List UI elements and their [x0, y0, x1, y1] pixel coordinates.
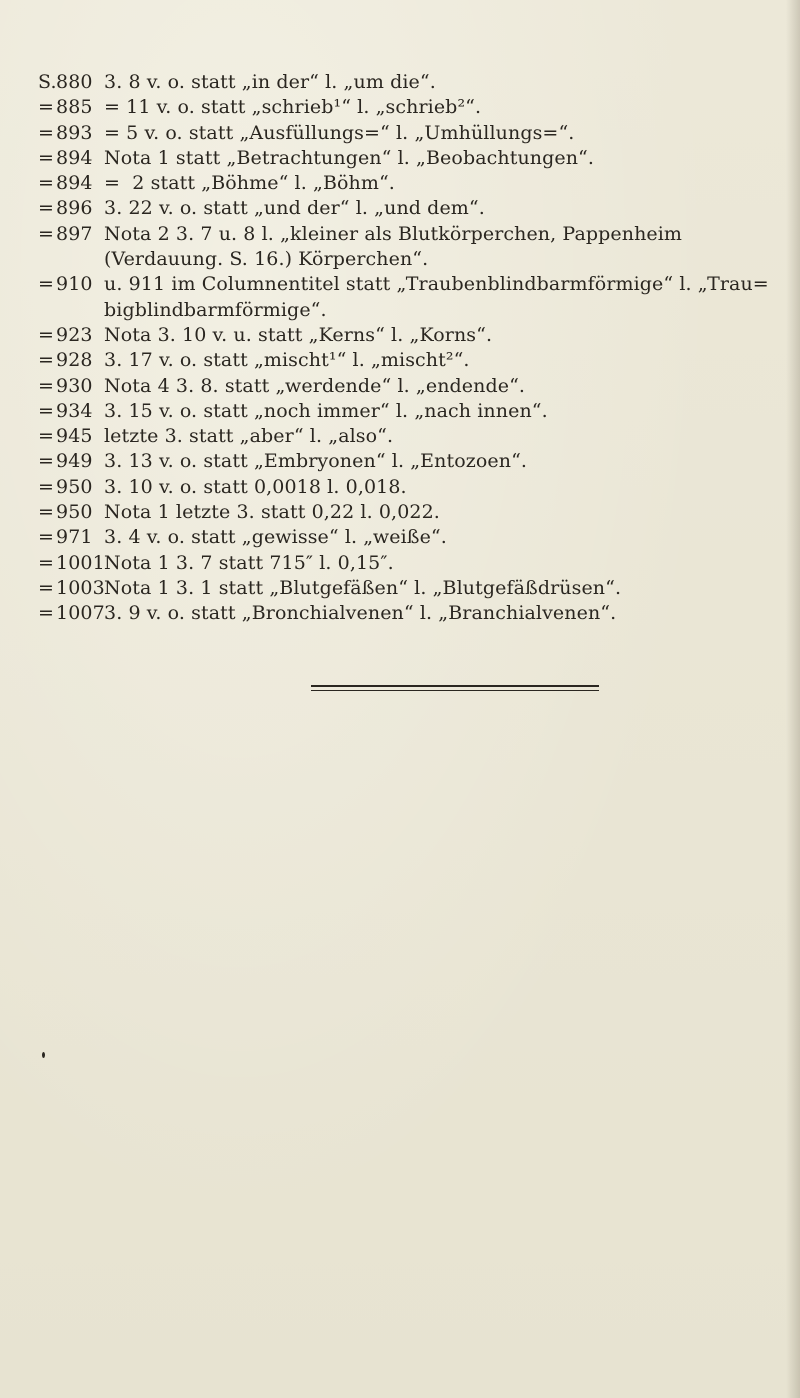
errata-entry: [38, 272, 778, 323]
entry-mark: =: [38, 526, 55, 549]
entry-text: Nota 1 3. 7 statt 715″ l. 0,15″.: [104, 551, 394, 574]
errata-entry: [38, 551, 778, 576]
ink-speck: [42, 1052, 45, 1058]
entry-mark: =: [38, 374, 55, 397]
entry-text: Nota 1 3. 1 statt „Blutgefäßen“ l. „Blutgefäßdrüsen“.: [104, 576, 622, 599]
entry-page-number: 950: [56, 501, 93, 524]
errata-entry: [38, 171, 778, 196]
entry-text: 3. 10 v. o. statt 0,0018 l. 0,018.: [104, 475, 407, 498]
errata-entry: [38, 475, 778, 500]
entry-mark: =: [38, 349, 55, 372]
entry-text: = 2 statt „Böhme“ l. „Böhm“.: [104, 172, 395, 195]
entry-text: = 5 v. o. statt „Ausfüllungs=“ l. „Umhüllungs=“.: [104, 121, 575, 144]
entry-page-number: 945: [56, 425, 93, 448]
entry-mark: =: [38, 475, 55, 498]
entry-page-number: 880: [56, 71, 93, 93]
errata-entry: [38, 348, 778, 373]
errata-entry: [38, 525, 778, 550]
entry-mark: =: [38, 602, 55, 625]
entry-text: 3. 17 v. o. statt „mischt¹“ l. „mischt²“.: [104, 349, 470, 372]
entry-page-number: 1001: [56, 551, 105, 574]
entry-text: 3. 13 v. o. statt „Embryonen“ l. „Entozoen“.: [104, 450, 528, 473]
entry-text: 3. 4 v. o. statt „gewisse“ l. „weiße“.: [104, 526, 447, 549]
entry-page-number: 896: [56, 197, 93, 220]
errata-entry: [38, 374, 778, 399]
entry-page-number: 897: [56, 222, 93, 245]
entry-mark: =: [38, 172, 55, 195]
errata-list: [38, 70, 778, 627]
entry-page-number: 923: [56, 323, 93, 346]
entry-page-number: 971: [56, 526, 93, 549]
entry-page-number: 1003: [56, 576, 105, 599]
entry-text: Nota 1 statt „Betrachtungen“ l. „Beobachtungen“.: [104, 146, 595, 169]
entry-mark: =: [38, 323, 55, 346]
entry-mark: =: [38, 197, 55, 220]
entry-page-number: 934: [56, 399, 93, 422]
entry-mark: =: [38, 146, 55, 169]
errata-entry: [38, 500, 778, 525]
entry-page-number: 885: [56, 96, 93, 119]
entry-mark: =: [38, 551, 55, 574]
errata-entry: [38, 196, 778, 221]
entry-text: 3. 15 v. o. statt „noch immer“ l. „nach innen“.: [104, 399, 548, 422]
entry-page-number: 928: [56, 349, 93, 372]
closing-rule-thin: [311, 690, 599, 691]
entry-text: u. 911 im Columnentitel statt „Traubenblindbarmförmige“ l. „Trau= bigblindbarmförmige“.: [104, 273, 769, 321]
errata-entry: [38, 95, 778, 120]
closing-rule-thick: [311, 685, 599, 687]
errata-entry: [38, 601, 778, 626]
entry-text: 3. 8 v. o. statt „in der“ l. „um die“.: [104, 71, 436, 93]
errata-entry: [38, 146, 778, 171]
entry-page-number: 930: [56, 374, 93, 397]
entry-text: Nota 3. 10 v. u. statt „Kerns“ l. „Korns“.: [104, 323, 493, 346]
entry-mark: =: [38, 425, 55, 448]
page-edge-shadow: [786, 0, 800, 1398]
entry-mark: =: [38, 501, 55, 524]
entry-mark: =: [38, 399, 55, 422]
entry-mark: S.: [38, 71, 57, 93]
errata-entry: [38, 323, 778, 348]
entry-text: Nota 2 3. 7 u. 8 l. „kleiner als Blutkörperchen, Pappenheim (Verdauung. S. 16.) Körperchen“.: [104, 222, 683, 271]
errata-entry: [38, 121, 778, 146]
entry-page-number: 893: [56, 121, 93, 144]
entry-page-number: 894: [56, 172, 93, 195]
entry-text: 3. 9 v. o. statt „Bronchialvenen“ l. „Branchialvenen“.: [104, 602, 617, 625]
entry-page-number: 949: [56, 450, 93, 473]
entry-page-number: 950: [56, 475, 93, 498]
errata-entry: [38, 576, 778, 601]
errata-entry: [38, 222, 778, 273]
errata-entry: [38, 424, 778, 449]
entry-page-number: 910: [56, 273, 93, 296]
errata-entry: [38, 70, 778, 95]
entry-page-number: 894: [56, 146, 93, 169]
errata-entry: [38, 449, 778, 474]
entry-mark: =: [38, 96, 55, 119]
entry-mark: =: [38, 121, 55, 144]
entry-text: letzte 3. statt „aber“ l. „also“.: [104, 425, 394, 448]
errata-entry: [38, 399, 778, 424]
entry-mark: =: [38, 222, 55, 245]
entry-mark: =: [38, 273, 55, 296]
entry-text: Nota 4 3. 8. statt „werdende“ l. „endende“.: [104, 374, 526, 397]
entry-page-number: 1007: [56, 602, 105, 625]
entry-text: = 11 v. o. statt „schrieb¹“ l. „schrieb²“.: [104, 96, 482, 119]
entry-text: Nota 1 letzte 3. statt 0,22 l. 0,022.: [104, 501, 440, 524]
entry-text: 3. 22 v. o. statt „und der“ l. „und dem“.: [104, 197, 485, 220]
entry-mark: =: [38, 450, 55, 473]
entry-mark: =: [38, 576, 55, 599]
